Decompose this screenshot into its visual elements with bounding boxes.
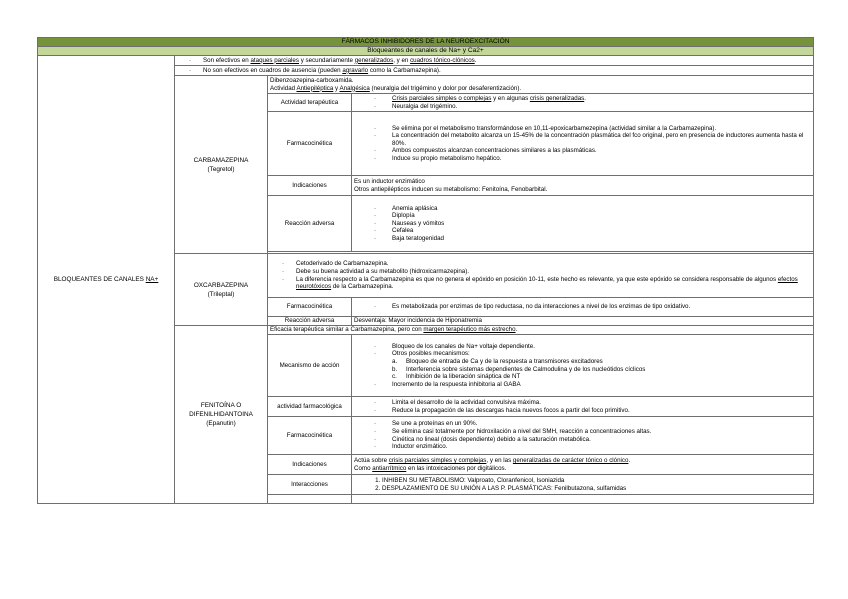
empty-cell bbox=[352, 495, 814, 504]
drug-oxcarbazepina: OXCARBAZEPINA (Trileptal) bbox=[175, 254, 268, 326]
carbamazepina-ind-label: Indicaciones bbox=[268, 176, 352, 196]
carbamazepina-fc-label: Farmacocinética bbox=[268, 112, 352, 176]
group-label: BLOQUEANTES DE CANALES NA+ bbox=[38, 56, 175, 504]
empty-cell bbox=[268, 495, 352, 504]
carbamazepina-ter-label: Actividad terapéutica bbox=[268, 94, 352, 112]
fenitoina-act-label: actividad farmacológica bbox=[268, 397, 352, 417]
fenitoina-mec: · Bloqueo de los canales de Na+ voltaje dependiente. · Otros posibles mecanismos: a. Bloqueo de entrada de Ca y de la respuesta a transmisores excitadores b. Interferencia sobre sistemas dependientes de Calmodulina y de los nucleótidos cíclicos c. Inhibición de la liberación sináptica de NT · Incremento de la respuesta inhibitoria al GABA bbox=[352, 335, 814, 397]
carbamazepina-ind: Es un inductor enzimático Otros antiepilépticos inducen su metabolismo: Fenitoína, Fenobarbital. bbox=[352, 176, 814, 196]
carbamazepina-ra: · Anemia aplásica · Diplopía · Nauseas y vómitos · Cefalea · Baja teratogenidad bbox=[352, 196, 814, 252]
oxcarbazepina-notes: · Cetoderivado de Carbamazepina. · Debe su buena actividad a su metabolito (hidroxicarmazepina). · La diferencia respecto a la Carbamazepina es que no genera el epóxido en posición 10-11, este hecho es relevante, ya que este epóxido se considera responsable de algunos efectos neurotóxicos de la Carbamazepina. bbox=[268, 254, 814, 298]
fenitoina-ind-label: Indicaciones bbox=[268, 455, 352, 475]
oxcarbazepina-ra-label: Reacción adversa bbox=[268, 317, 352, 326]
carbamazepina-ra-label: Reacción adversa bbox=[268, 196, 352, 252]
drug-table bbox=[37, 37, 814, 504]
general-note-1: · Son efectivos en ataques parciales y secundariamente generalizados, y en cuadros tónico-clónicos. bbox=[175, 56, 814, 66]
general-note-2: · No son efectivos en cuadros de ausencia (pueden agravarlo como la Carbamazepina). bbox=[175, 66, 814, 76]
fenitoina-act: · Limita el desarrollo de la actividad convulsiva máxima. · Reduce la propagación de las descargas hacia nuevos focos a partir del foco primitivo. bbox=[352, 397, 814, 417]
carbamazepina-fc: · Se elimina por el metabolismo transformándose en 10,11-epoxicarbamezepina (actividad similar a la Carbamazepina). · La concentración del metabolito alcanza un 15-45% de la concentración plasmática del fco original, pero en presencia de inductores aumenta hasta el 80%. · Ambos compuestos alcanzan concentraciones similares a las plasmáticas. · Induce su propio metabolismo hepático. bbox=[352, 112, 814, 176]
carbamazepina-intro: Dibenzoazepina-carboxamida. Actividad Antiepiléptica y Analgésica (neuralgia del trigémino y dolor por desaferentización). bbox=[268, 76, 814, 94]
fenitoina-ind: Actúa sobre crisis parciales simples y complejas, y en las generalizadas de carácter tónico o clónico. Como antiarrítmico en las intoxicaciones por digitálicos. bbox=[352, 455, 814, 475]
table-title: FÁRMACOS INHIBIDORES DE LA NEUROEXCITACIÓN bbox=[38, 38, 814, 47]
fenitoina-int-label: Interacciones bbox=[268, 475, 352, 495]
drug-carbamazepina: CARBAMAZEPINA (Tegretol) bbox=[175, 76, 268, 254]
fenitoina-fc: · Se une a proteínas en un 90%. · Se elimina casi totalmente por hidroxilación a nivel del SMH, reacción a concentraciones altas. · Cinética no lineal (dosis dependiente) debido a la saturación metabólica. · Inductor enzimático. bbox=[352, 417, 814, 455]
fenitoina-intro: Eficacia terapéutica similar a Carbamazepina, pero con margen terapéutico más estrecho. bbox=[268, 326, 814, 335]
oxcarbazepina-ra: Desventaja: Mayor incidencia de Hiponatremia bbox=[352, 317, 814, 326]
fenitoina-int: 1. INHIBEN SU METABOLISMO: Valproato, Cloranfenicol, Isoniazida 2. DESPLAZAMIENTO DE SU UNIÓN A LAS P. PLASMÁTICAS: Fenilbutazona, sulfamidas bbox=[352, 475, 814, 495]
document-sheet bbox=[37, 37, 813, 504]
oxcarbazepina-fc: · Es metabolizada por enzimas de tipo reductasa, no da interacciones a nivel de los enzimas de tipo oxidativo. bbox=[352, 298, 814, 317]
table-subtitle: Bloqueantes de canales de Na+ y Ca2+ bbox=[38, 47, 814, 56]
oxcarbazepina-fc-label: Farmacocinética bbox=[268, 298, 352, 317]
carbamazepina-ter: · Crisis parciales simples o complejas y en algunas crisis generalizadas. · Neuralgia del trigémino. bbox=[352, 94, 814, 112]
fenitoina-mec-label: Mecanismo de acción bbox=[268, 335, 352, 397]
fenitoina-fc-label: Farmacocinética bbox=[268, 417, 352, 455]
drug-fenitoina: FENITOÍNA O DIFENILHIDANTOINA (Epanutin) bbox=[175, 326, 268, 504]
